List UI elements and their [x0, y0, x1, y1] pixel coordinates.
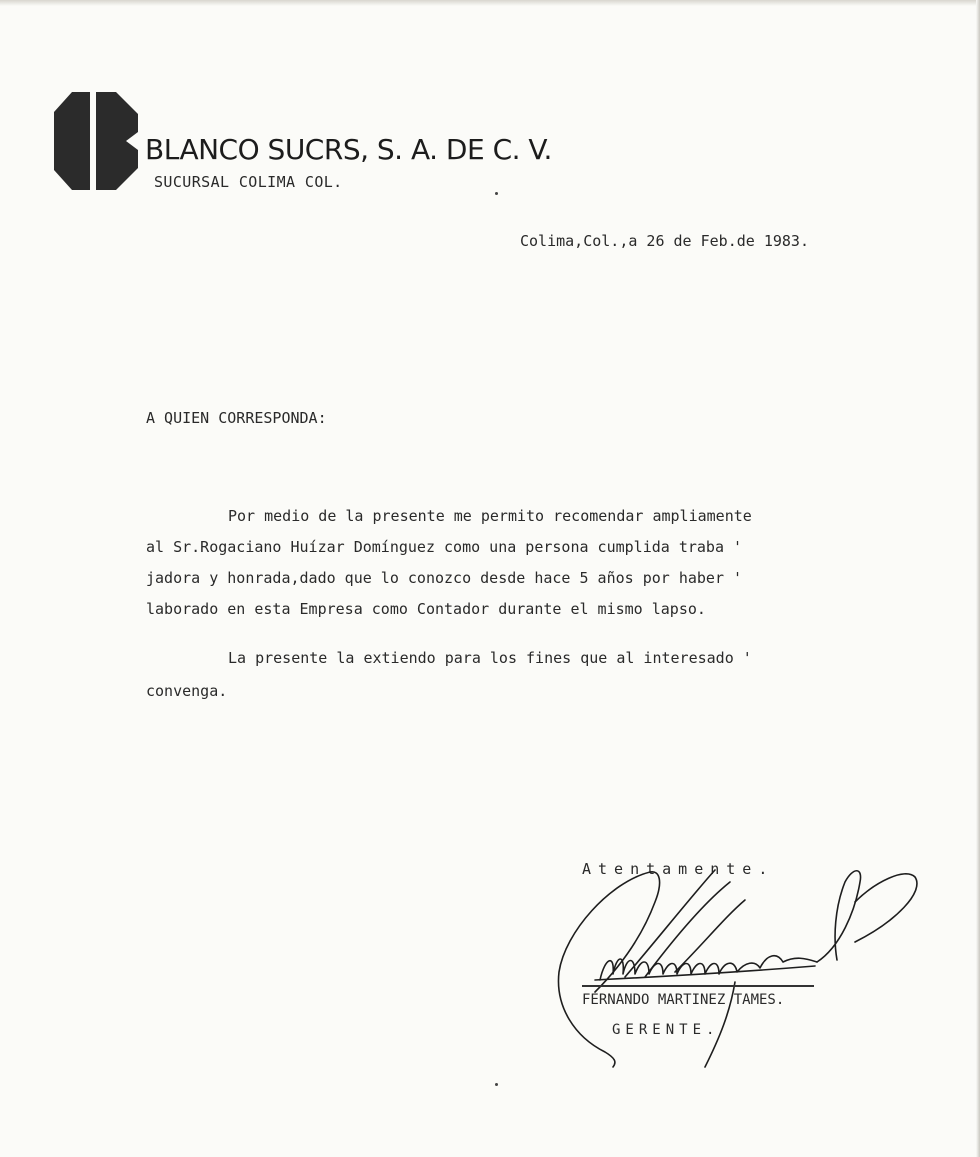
paper-right-edge	[976, 0, 980, 1157]
closing: Atentamente.	[582, 860, 775, 878]
ink-dot	[495, 192, 498, 195]
blanco-logo-icon	[54, 92, 138, 190]
body-line: La presente la extiendo para los fines que al interesado '	[228, 649, 752, 667]
branch-name: SUCURSAL COLIMA COL.	[154, 173, 343, 191]
salutation: A QUIEN CORRESPONDA:	[146, 409, 327, 427]
body-line: laborado en esta Empresa como Contador durante el mismo lapso.	[146, 600, 706, 618]
body-line: jadora y honrada,dado que lo conozco desde hace 5 años por haber '	[146, 569, 743, 587]
letter-date: Colima,Col.,a 26 de Feb.de 1983.	[520, 232, 809, 250]
body-line: al Sr.Rogaciano Huízar Domínguez como una persona cumplida traba '	[146, 538, 743, 556]
ink-dot	[495, 1083, 498, 1086]
company-name: BLANCO SUCRS, S. A. DE C. V.	[145, 133, 552, 166]
signer-name: FERNANDO MARTINEZ TAMES.	[582, 992, 785, 1008]
body-line: convenga.	[146, 682, 228, 700]
body-line: Por medio de la presente me permito recomendar ampliamente	[228, 507, 752, 525]
signature-line	[582, 985, 814, 987]
handwritten-signature-icon	[555, 862, 925, 1072]
paper-top-edge	[0, 0, 980, 6]
signer-title: GERENTE.	[612, 1022, 720, 1038]
